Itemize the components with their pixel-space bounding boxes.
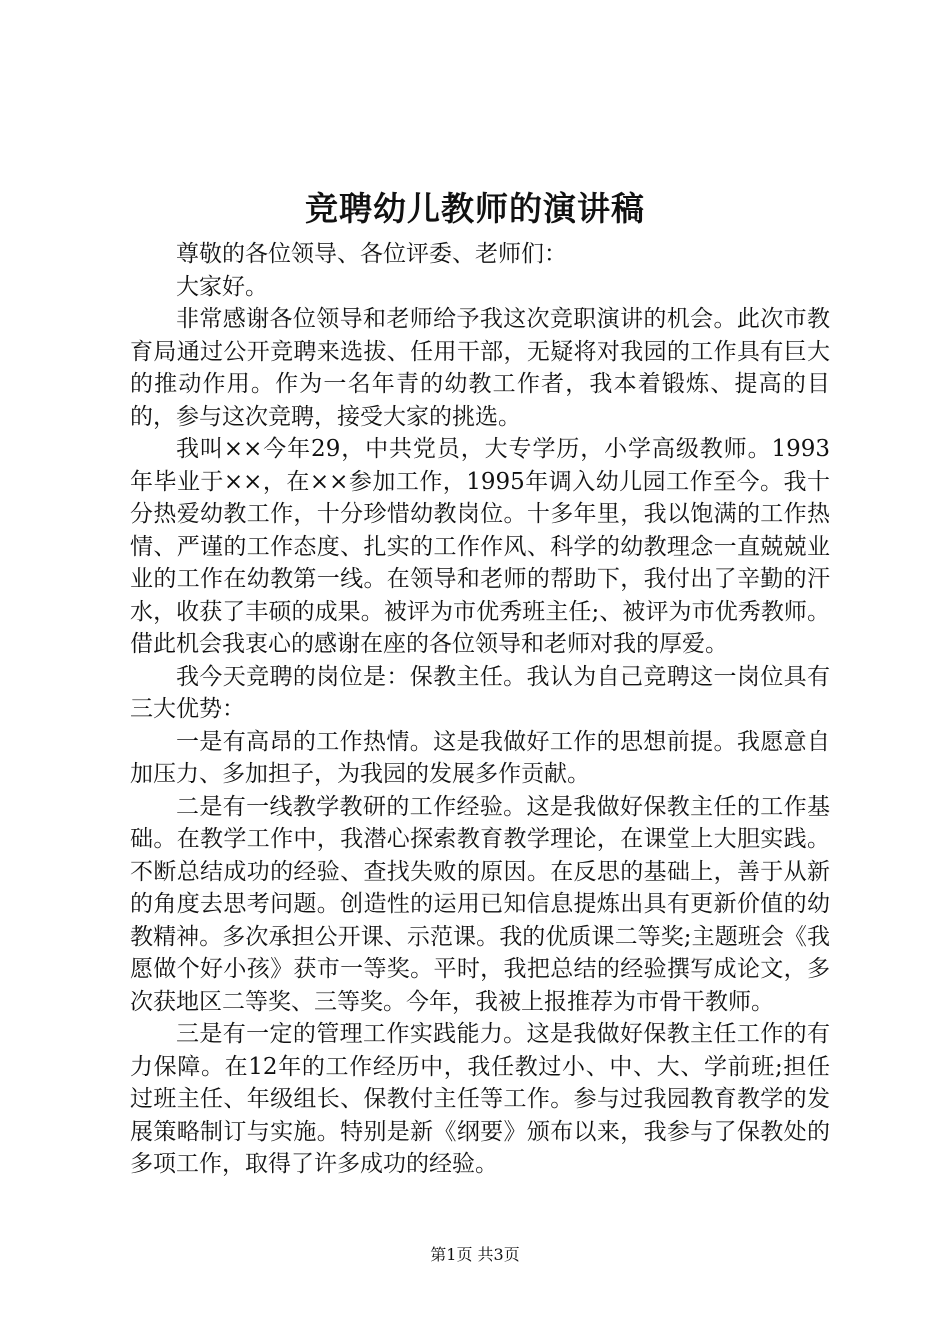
paragraph-background: 我叫××今年29，中共党员，大专学历，小学高级教师。1993年毕业于××，在××参加工作，1995年调入幼儿园工作至今。我十分热爱幼教工作，十分珍惜幼教岗位。十多年里，我以饱满的工作热情、严谨的工作态度、扎实的工作作风、科学的幼教理念一直兢兢业业的工作在幼教第一线。在领导和老师的帮助下，我付出了辛勤的汗水，收获了丰硕的成果。被评为市优秀班主任;、被评为市优秀教师。借此机会我衷心的感谢在座的各位领导和老师对我的厚爱。	[130, 436, 830, 657]
document-body	[130, 238, 830, 1181]
paragraph-salutation: 尊敬的各位领导、各位评委、老师们：	[176, 241, 567, 267]
paragraph-advantage-1: 一是有高昂的工作热情。这是我做好工作的思想前提。我愿意自加压力、多加担子，为我园的发展多作贡献。	[130, 728, 830, 787]
page-number-footer: 第1页 共3页	[430, 1245, 520, 1264]
document-title: 竞聘幼儿教师的演讲稿	[305, 189, 645, 228]
paragraph-position: 我今天竞聘的岗位是：保教主任。我认为自己竞聘这一岗位具有三大优势：	[130, 663, 830, 722]
paragraph-greeting: 大家好。	[176, 273, 268, 300]
paragraph-intro: 非常感谢各位领导和老师给予我这次竞职演讲的机会。此次市教育局通过公开竞聘来选拔、任用干部，无疑将对我园的工作具有巨大的推动作用。作为一名年青的幼教工作者，我本着锻炼、提高的目的，参与这次竞聘，接受大家的挑选。	[130, 306, 830, 430]
paragraph-advantage-3: 三是有一定的管理工作实践能力。这是我做好保教主任工作的有力保障。在12年的工作经历中，我任教过小、中、大、学前班;担任过班主任、年级组长、保教付主任等工作。参与过我园教育教学的发展策略制订与实施。特别是新《纲要》颁布以来，我参与了保教处的多项工作，取得了许多成功的经验。	[130, 1021, 830, 1177]
paragraph-advantage-2: 二是有一线教学教研的工作经验。这是我做好保教主任的工作基础。在教学工作中，我潜心探索教育教学理论，在课堂上大胆实践。不断总结成功的经验、查找失败的原因。在反思的基础上，善于从新的角度去思考问题。创造性的运用已知信息提炼出具有更新价值的幼教精神。多次承担公开课、示范课。我的优质课二等奖;主题班会《我愿做个好小孩》获市一等奖。平时，我把总结的经验撰写成论文，多次获地区二等奖、三等奖。今年，我被上报推荐为市骨干教师。	[130, 793, 830, 1015]
